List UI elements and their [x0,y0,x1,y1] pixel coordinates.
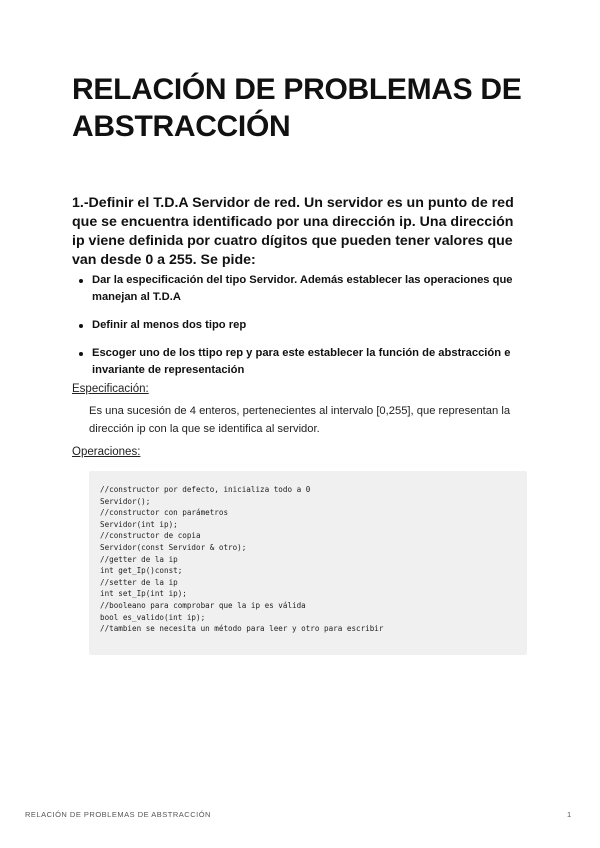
footer-title: RELACIÓN DE PROBLEMAS DE ABSTRACCIÓN [25,810,211,819]
specification-text: Es una sucesión de 4 enteros, pertenecientes al intervalo [0,255], que representan la dirección ip con la que se identifica al servidor. [89,405,511,435]
code-line: Servidor(const Servidor & otro); [100,542,247,552]
code-line: //constructor por defecto, inicializa todo a 0 [100,485,311,494]
list-item: Escoger uno de los ttipo rep y para este establecer la función de abstracción e invariante de representación [72,345,532,379]
code-line: //constructor de copia [100,531,201,541]
code-line: //constructor con parámetros [100,508,229,518]
code-line: bool es_valido(int ip); [100,612,206,622]
code-line: Servidor(); [100,496,151,506]
code-line: int set_Ip(int ip); [100,589,187,599]
list-item: Dar la especificación del tipo Servidor. Además establecer las operaciones que manejan al T.D.A [72,272,532,306]
code-line: //tambien se necesita un método para leer y otro para escribir [100,624,384,634]
code-line: int get_Ip()const; [100,566,183,576]
specification-heading: Especificación: [72,383,149,395]
code-block [89,471,527,655]
problem-statement: 1.-Definir el T.D.A Servidor de red. Un servidor es un punto de red que se encuentra identificado por una dirección ip. Una dirección ip viene definida por cuatro dígitos que pueden tener valores que van desde 0 a 255. Se pide: [72,195,514,268]
page-number: 1 [567,810,572,819]
requirements-list [72,272,532,390]
operations-heading: Operaciones: [72,446,141,458]
code-line: //getter de la ip [100,554,178,564]
code-line: //booleano para comprobar que la ip es válida [100,600,306,610]
list-item: Definir al menos dos tipo rep [72,317,532,334]
page-title: RELACIÓN DE PROBLEMAS DE ABSTRACCIÓN [72,73,522,143]
code-line: Servidor(int ip); [100,519,178,529]
code-line: //setter de la ip [100,577,178,587]
